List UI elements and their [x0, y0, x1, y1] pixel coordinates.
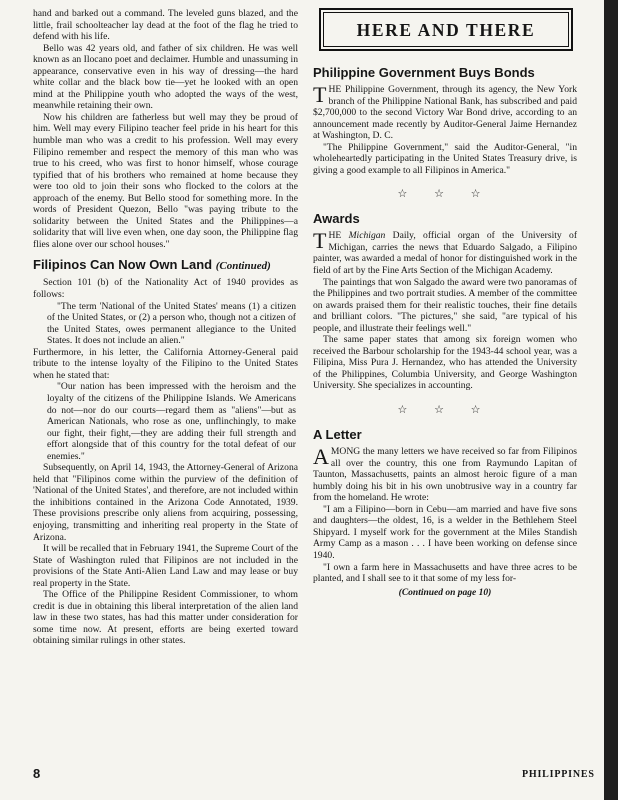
- awards-paragraph-1: THE Michigan Daily, official organ of the University of Michigan, carries the news that Eduardo Salgado, a Filipino painter, was awarded a medal of honor for distinguished work in the field of art by the Fine Arts Section of the Michigan Academy.: [313, 228, 578, 277]
- magazine-name: PHILIPPINES: [522, 769, 595, 780]
- star-divider-2: ☆ ☆ ☆: [397, 404, 493, 417]
- letter-paragraph-2: "I am a Filipino—born in Cebu—am married and have five sons and daughters—the oldest, 16, is a welder in the Bethlehem Steel Shipyard. I myself work for the government at the Miles Standish Army Camp as a mason . . . I have been working on defense since 1940.: [313, 503, 577, 561]
- awards-paragraph-3: The same paper states that among six foreign women who received the Barbour scholarship for the 1943-44 school year, was a Filipina, Miss Pura J. Hernandez, who has attended the University of the Philippines, Columbia University, and George Washington University. She specializes in accounting.: [313, 334, 577, 392]
- bello-paragraph-3: Now his children are fatherless but well may they be proud of him. Well may every Filipino teacher feel pride in his heart for this humble man who was a credit to his profession. Well may every Filipino remember and respect the memory of this man who was true to his creed, who was first to honor himself, whose courage typified that of his brothers who remained at home because they were too old to join their sons who flocked to the colors at the approach of the enemy. But Bello stood for something more. In the words of President Quezon, Bello "was paying tribute to the solidarity between the United States and the Philippines—a solidarity that will live even when, one day soon, the Philippine flag flies alone over our school houses.": [33, 111, 298, 250]
- right-column: [313, 8, 577, 599]
- land-quote-1: "The term 'National of the United States' means (1) a citizen of the United States, or (2) a person who, though not a citizen of the United States, owes permanent allegiance to the United States. It does not include an alien.": [47, 300, 296, 347]
- land-paragraph-3: Subsequently, on April 14, 1943, the Attorney-General of Arizona held that "Filipinos come within the purview of the definition of 'National of the United States', and therefore, are not included within the inhibitions contained in the Arizona Code Annotated, 1939. These provisions prescribe only aliens from acquiring, possessing, enjoying, transmitting and inheriting real property in the State of Arizona.: [33, 462, 298, 543]
- section-banner: [319, 8, 573, 51]
- continued-on-page-note: (Continued on page 10): [398, 587, 492, 598]
- bonds-paragraph-2: "The Philippine Government," said the Auditor-General, "in wholeheartedly participating in the United States Treasury drive, is giving a good example to all Filipinos in America.": [313, 141, 577, 176]
- letter-article-title: A Letter: [313, 427, 362, 443]
- land-quote-2: "Our nation has been impressed with the heroism and the loyalty of the citizens of the Philippine Islands. We Americans do not—nor do our courts—regard them as "aliens"—but as American Nationals, who rose as one, unflinchingly, to make our fight, their fight,—they are adding their full strength and effort alongside that of this country for the total defeat of our enemies.": [47, 381, 296, 462]
- awards-paragraph-2: The paintings that won Salgado the award were two panoramas of the Philippines and two portrait studies. A member of the committee on awards praised them for their realistic touches, their fine details and brilliant colors. "The pictures," she said, "are typical of his people, and illustrate their feelings well.": [313, 276, 577, 334]
- land-article-heading: [33, 257, 298, 274]
- land-paragraph-4: It will be recalled that in February 1941, the Supreme Court of the State of Washington ruled that Filipinos are not included in the provisions of the State Anti-Alien Land Law and may lease or buy real property in the State.: [33, 543, 298, 589]
- land-article-title: Filipinos Can Now Own Land: [33, 257, 213, 273]
- bello-paragraph-2: Bello was 42 years old, and father of six children. He was well known as an Ilocano poet and declaimer. Humble and unassuming in appearance, conservative even in his way of dressing—the hard white collar and the black bow tie—yet he looked with an open mind at the Philippine youth who adopted the ways of the west, meanwhile retaining their own.: [33, 42, 298, 112]
- star-divider-1: ☆ ☆ ☆: [397, 188, 493, 201]
- land-paragraph-5: The Office of the Philippine Resident Commissioner, to whom credit is due in obtaining this liberal interpretation of the alien land law in these two states, has had this matter under consideration for some time now. At present, efforts are being exerted toward obtaining similar rulings in other states.: [33, 589, 298, 647]
- awards-article-title: Awards: [313, 211, 360, 227]
- land-paragraph-2: Furthermore, in his letter, the California Attorney-General paid tribute to the intense loyalty of the Filipino to the United States when he stated that:: [33, 346, 298, 381]
- land-paragraph-1: Section 101 (b) of the Nationality Act of 1940 provides as follows:: [33, 277, 298, 301]
- page-number: 8: [33, 766, 41, 781]
- letter-drop-cap: A: [313, 444, 329, 470]
- bello-story-ending: hand and barked out a command. The leveled guns blazed, and the little, frail schoolteacher lay dead at the foot of the flag he tried to defend with his life.: [33, 8, 298, 43]
- bonds-article-title: Philippine Government Buys Bonds: [313, 65, 535, 80]
- section-banner-title: HERE AND THERE: [323, 12, 569, 47]
- land-article-continued-label: (Continued): [215, 260, 271, 273]
- left-column: [33, 8, 298, 647]
- bonds-paragraph-1: THE Philippine Government, through its agency, the New York branch of the Philippine National Bank, has subscribed and paid $2,700,000 to the second Victory War Bond drive, according to an announcement made recently by Auditor-General Jaime Hernandez at Washington, D. C.: [313, 82, 577, 142]
- letter-paragraph-1: AMONG the many letters we have received so far from Filipinos all over the country, this one from Raymundo Lapitan of Taunton, Massachusetts, paints an almost heroic figure of a man humbly doing his bit in his own unobtrusive way in a country far from the homeland. He wrote:: [313, 444, 577, 504]
- bonds-drop-cap: T: [313, 82, 327, 107]
- letter-paragraph-3: "I own a farm here in Massachusetts and have three acres to be planted, and I shall see to it that some of my less for-: [313, 561, 577, 585]
- awards-drop-cap: T: [313, 228, 327, 254]
